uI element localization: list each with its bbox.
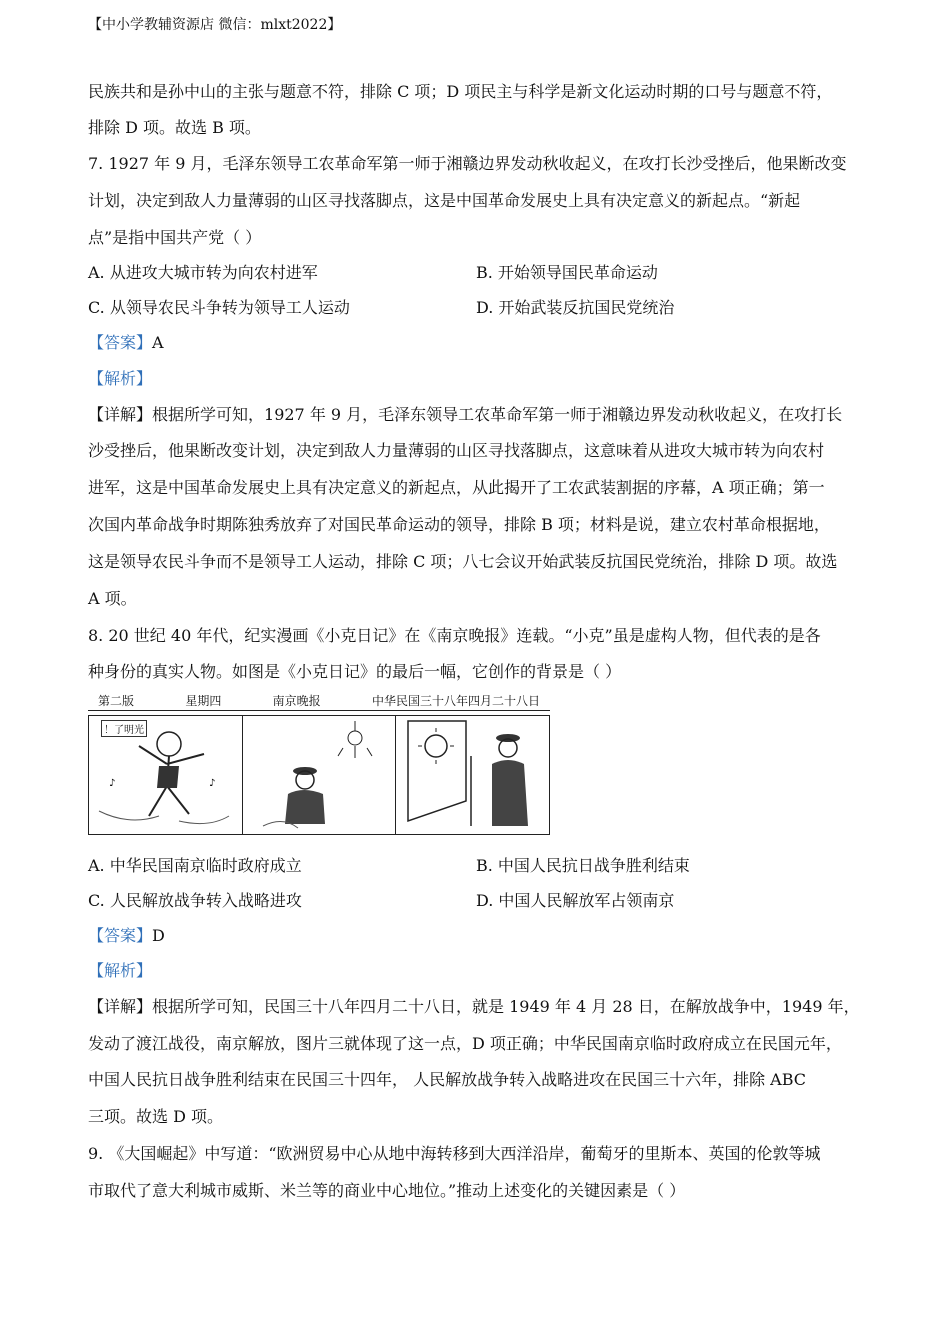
comic-panel-2 [243,716,397,834]
detail-text: 根据所学可知，1927 年 9 月，毛泽东领导工农革命军第一师于湘赣边界发动秋收起义，在攻打长 [152,405,843,424]
q8-stem: 8. 20 世纪 40 年代，纪实漫画《小克日记》在《南京晚报》连载。“小克”虽是虚构人物，但代表的是各 [88,626,821,645]
q7-analysis-tag: 【解析】 [88,369,153,388]
q6-tail-line: 排除 D 项。故选 B 项。 [88,118,261,137]
q7-detail: 沙受挫后，他果断改变计划，决定到敌人力量薄弱的山区寻找落脚点，这意味着从进攻大城市转为向农村 [88,441,825,460]
answer-tag: 【答案】 [88,926,153,945]
q8-detail: 三项。故选 D 项。 [88,1107,224,1126]
q7-detail: A 项。 [88,589,137,608]
q9-stem: 9. 《大国崛起》中写道：“欧洲贸易中心从地中海转移到大西洋沿岸，葡萄牙的里斯本、英国的伦敦等城 [88,1144,821,1163]
q8-stem: 种身份的真实人物。如图是《小克日记》的最后一幅，它创作的背景是（ ） [88,662,622,681]
q7-detail: 次国内革命战争时期陈独秀放弃了对国民革命运动的领导，排除 B 项；材料是说，建立农村革命根据地， [88,515,830,534]
detail-text: 根据所学可知，民国三十八年四月二十八日，就是 1949 年 4 月 28 日，在解放战争中，1949 年， [152,997,860,1016]
q9-stem: 市取代了意大利城市威斯、米兰等的商业中心地位。”推动上述变化的关键因素是（ ） [88,1181,686,1200]
q7-option-a: A. 从进攻大城市转为向农村进军 [88,263,318,282]
svg-text:♪: ♪ [109,778,116,789]
q7-detail: 进军，这是中国革命发展史上具有决定意义的新起点，从此揭开了工农武装割据的序幕，A 项正确；第一 [88,478,825,497]
q8-answer [88,926,165,946]
sad-figure-icon [243,716,397,834]
detail-tag: 【详解】 [88,997,153,1016]
comic-date: 中华民国三十八年四月二十八日 [371,694,540,708]
q7-stem: 7. 1927 年 9 月，毛泽东领导工农革命军第一师于湘赣边界发动秋收起义，在攻打长沙受挫后，他果断改变 [88,154,847,173]
comic-panel-1 [89,716,243,834]
comic-panels [88,715,550,835]
comic-panel-3 [396,716,549,834]
q7-detail [88,405,842,425]
answer-value: A [152,333,164,352]
q8-detail: 发动了渡江战役，南京解放，图片三就体现了这一点，D 项正确；中华民国南京临时政府成立在民国元年， [88,1034,842,1053]
q8-option-b: B. 中国人民抗日战争胜利结束 [476,856,690,875]
q7-option-b: B. 开始领导国民革命运动 [476,263,658,282]
answer-tag: 【答案】 [88,333,153,352]
comic-image [88,692,550,834]
comic-caption: ！了明光 [101,720,147,737]
window-figure-icon [396,716,546,834]
answer-value: D [152,926,165,945]
page-header: 【中小学教辅资源店 微信：mlxt2022】 [88,17,342,33]
q8-option-a: A. 中华民国南京临时政府成立 [88,856,302,875]
svg-text:♪: ♪ [209,778,216,789]
comic-header [88,692,550,711]
q8-option-c: C. 人民解放战争转入战略进攻 [88,891,302,910]
comic-newspaper: 南京晚报 [272,694,321,708]
q8-option-d: D. 中国人民解放军占领南京 [476,891,675,910]
q7-stem: 点”是指中国共产党（ ） [88,228,262,247]
q7-option-d: D. 开始武装反抗国民党统治 [476,298,675,317]
q7-option-c: C. 从领导农民斗争转为领导工人运动 [88,298,350,317]
q7-detail: 这是领导农民斗争而不是领导工人运动，排除 C 项；八七会议开始武装反抗国民党统治，排除 D 项。故选 [88,552,838,571]
q8-detail [88,997,860,1017]
q7-stem: 计划，决定到敌人力量薄弱的山区寻找落脚点，这是中国革命发展史上具有决定意义的新起点。“新起 [88,191,801,210]
q8-detail: 中国人民抗日战争胜利结束在民国三十四年， 人民解放战争转入战略进攻在民国三十六年，排除 ABC [88,1070,807,1089]
q7-answer [88,333,164,353]
comic-weekday: 星期四 [185,694,222,708]
q8-analysis-tag: 【解析】 [88,961,153,980]
comic-edition: 第二版 [98,694,135,708]
q6-tail-line: 民族共和是孙中山的主张与题意不符，排除 C 项；D 项民主与科学是新文化运动时期的口号与题意不符， [88,82,833,101]
detail-tag: 【详解】 [88,405,153,424]
